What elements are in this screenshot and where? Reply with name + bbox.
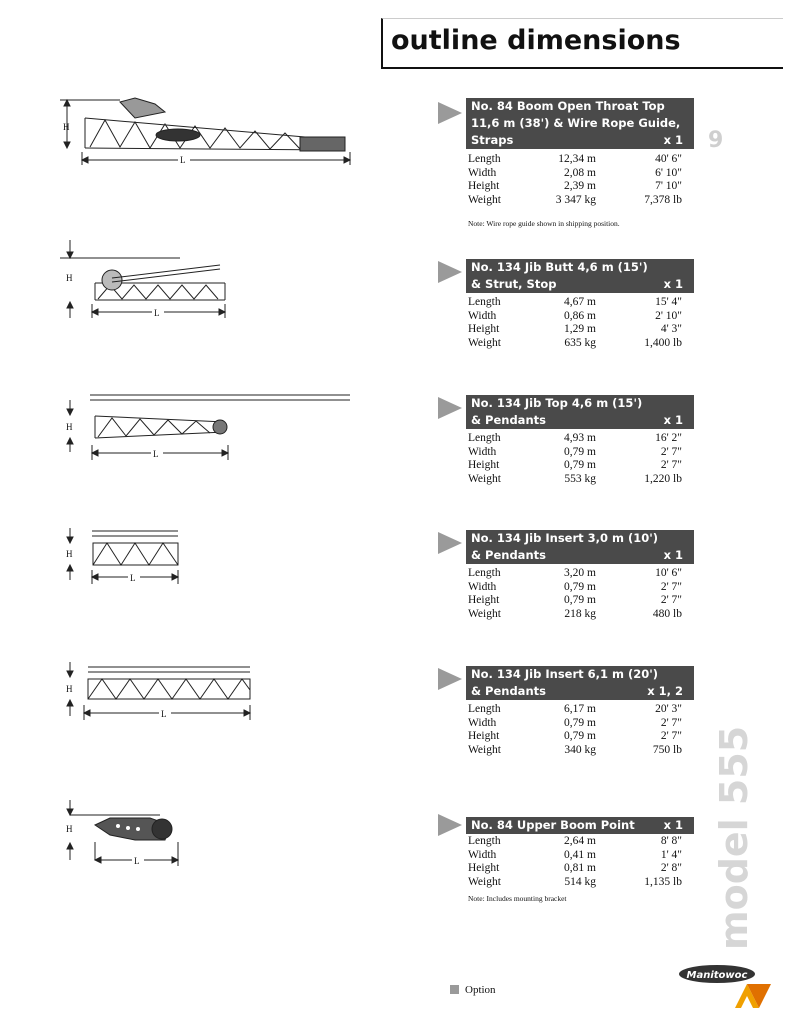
spec-row: Width 2,08 m 6' 10" [468,166,682,179]
spec-row: Length 2,64 m 8' 8" [468,835,682,847]
jib-insert-6m-drawing [67,662,250,720]
spec-row: Width 0,86 m 2' 10" [468,309,682,322]
quantity: x 1 [663,548,683,562]
jib-top-drawing [67,395,350,460]
header-line-text: & Pendants [471,684,546,698]
option-arrow-icon [438,668,462,690]
quantity: x 1 [663,133,683,147]
spec-row: Weight 218 kg 480 lb [468,607,682,620]
spec-table [468,567,688,621]
header-line-text: & Pendants [471,548,546,562]
dim-h-1: H [63,122,70,132]
dim-h-6: H [66,824,73,834]
spec-row: Weight 553 kg 1,220 lb [468,472,682,485]
page-number: 9 [708,128,724,153]
dim-l-6: L [134,856,140,866]
spec-row: Height 2,39 m 7' 10" [468,180,682,193]
dim-h-4: H [66,549,73,559]
spec-header [466,530,694,564]
dim-h-5: H [66,684,73,694]
header-line [471,683,689,700]
spec-row: Height 0,81 m 2' 8" [468,862,682,875]
dim-l-4: L [130,573,136,583]
dim-l-2: L [154,308,160,318]
jib-butt-drawing [60,240,225,318]
quantity: x 1 [663,818,683,832]
dim-h-2: H [66,273,73,283]
spec-row: Width 0,79 m 2' 7" [468,716,682,729]
spec-row: Weight 3 347 kg 7,378 lb [468,193,682,206]
header-line: No. 84 Boom Open Throat Top [471,99,665,113]
dim-h-3: H [66,422,73,432]
option-arrow-icon [438,814,462,836]
spec-table [468,153,688,207]
spec-row: Length 3,20 m 10' 6" [468,567,682,579]
spec-note: Note: Wire rope guide shown in shipping position. [468,219,620,228]
spec-row: Length 6,17 m 20' 3" [468,703,682,715]
spec-row: Height 1,29 m 4' 3" [468,323,682,336]
quantity: x 1, 2 [647,684,683,698]
spec-row: Width 0,79 m 2' 7" [468,445,682,458]
header-line: No. 134 Jib Top 4,6 m (15') [471,396,643,410]
header-line [471,412,689,429]
header-line [471,132,689,149]
header-line [471,547,689,564]
spec-header [466,666,694,700]
header-line: No. 134 Jib Insert 3,0 m (10') [471,531,659,545]
model-label: model 555 [712,725,756,950]
spec-row: Height 0,79 m 2' 7" [468,459,682,472]
header-line-text: Straps [471,133,514,147]
spec-table [468,432,688,486]
header-line: 11,6 m (38') & Wire Rope Guide, [471,116,681,130]
header-line-text: & Pendants [471,413,546,427]
boom-top-drawing [60,98,350,165]
dim-l-1: L [180,155,186,165]
option-legend-label: Option [465,984,496,996]
option-arrow-icon [438,102,462,124]
spec-row: Length 12,34 m 40' 6" [468,153,682,165]
option-arrow-icon [438,532,462,554]
spec-header [466,98,694,149]
option-arrow-icon [438,397,462,419]
quantity: x 1 [663,277,683,291]
spec-row: Weight 635 kg 1,400 lb [468,336,682,349]
spec-row: Weight 514 kg 1,135 lb [468,875,682,888]
option-swatch [450,985,459,994]
spec-row: Height 0,79 m 2' 7" [468,730,682,743]
header-line: No. 134 Jib Butt 4,6 m (15') [471,260,648,274]
option-legend [450,984,496,996]
dim-l-3: L [153,449,159,459]
dim-l-5: L [161,709,167,719]
spec-row: Width 0,79 m 2' 7" [468,580,682,593]
spec-row: Length 4,93 m 16' 2" [468,432,682,444]
logo-text: Manitowoc [686,970,748,981]
page-title: outline dimensions [391,25,681,56]
spec-table [468,835,688,889]
quantity: x 1 [663,413,683,427]
jib-insert-3m-drawing [67,528,178,584]
spec-row: Width 0,41 m 1' 4" [468,848,682,861]
upper-boom-point-drawing [67,800,178,866]
spec-table [468,296,688,350]
spec-row: Length 4,67 m 15' 4" [468,296,682,308]
header-line-text: & Strut, Stop [471,277,557,291]
header-line [471,276,689,293]
spec-table [468,703,688,757]
spec-note: Note: Includes mounting bracket [468,894,567,903]
header-line: No. 134 Jib Insert 6,1 m (20') [471,667,659,681]
spec-row: Height 0,79 m 2' 7" [468,594,682,607]
manitowoc-logo [675,960,775,1010]
option-arrow-icon [438,261,462,283]
spec-header [466,259,694,293]
header-line [471,817,689,834]
spec-row: Weight 340 kg 750 lb [468,743,682,756]
header-line-text: No. 84 Upper Boom Point [471,818,635,832]
spec-header [466,817,694,834]
spec-header [466,395,694,429]
